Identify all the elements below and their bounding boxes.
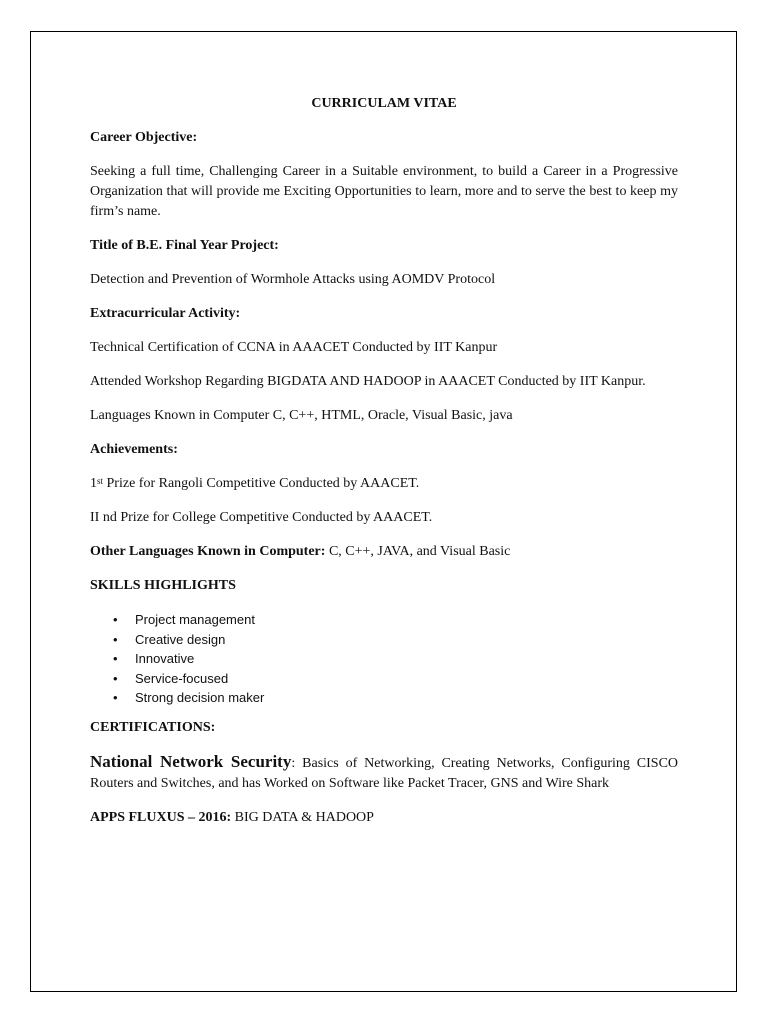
achievement-item-first — [90, 474, 678, 494]
skill-label: Project management — [135, 612, 255, 627]
achievement-item-second: II nd Prize for College Competitive Conducted by AAACET. — [90, 510, 433, 525]
bullet-icon: • — [113, 651, 118, 666]
list-item — [90, 688, 678, 708]
bullet-icon: • — [113, 612, 118, 627]
career-objective-heading: Career Objective: — [90, 130, 198, 145]
list-item — [90, 610, 678, 630]
skill-label: Service-focused — [135, 670, 229, 686]
extracurricular-heading: Extracurricular Activity: — [90, 306, 241, 321]
certification-nns-label: National Network Security — [90, 751, 292, 771]
skills-heading: SKILLS HIGHLIGHTS — [90, 578, 236, 593]
skill-label: Creative design — [135, 631, 226, 647]
list-item — [90, 649, 678, 669]
bullet-icon: • — [113, 690, 118, 705]
document-body — [90, 94, 678, 842]
other-languages-label: Other Languages Known in Computer: — [90, 544, 326, 559]
extracurricular-item: Technical Certification of CCNA in AAACET Conducted by IIT Kanpur — [90, 340, 498, 355]
skill-label: Innovative — [135, 651, 195, 666]
certification-nns-text: : Basics of Networking, Creating Networks, Configuring CISCO Routers and Switches, and has Worked on Software like Packet Tracer, GNS and Wire Shark — [90, 755, 679, 791]
bullet-icon: • — [113, 670, 118, 686]
other-languages-value: C, C++, JAVA, and Visual Basic — [325, 544, 511, 559]
other-languages-line — [90, 542, 678, 562]
document-title: CURRICULAM VITAE — [311, 96, 457, 111]
certification-apps-label: APPS FLUXUS – 2016: — [90, 809, 232, 825]
certification-apps — [90, 808, 678, 828]
achievement-first-number: 1 — [90, 476, 97, 491]
achievements-heading: Achievements: — [90, 442, 178, 457]
certification-apps-value: BIG DATA & HADOOP — [231, 809, 374, 825]
career-objective-text: Seeking a full time, Challenging Career in a Suitable environment, to build a Career in a Progressive Organization that will provide me Exciting Opportunities to learn, more and to serve the best to keep my firm’s name. — [90, 164, 678, 219]
certification-nns — [90, 752, 678, 794]
achievement-first-text: Prize for Rangoli Competitive Conducted by AAACET. — [103, 476, 420, 491]
skills-list — [90, 610, 678, 708]
bullet-icon: • — [113, 631, 118, 647]
list-item — [90, 669, 678, 689]
project-heading: Title of B.E. Final Year Project: — [90, 238, 279, 253]
certifications-heading: CERTIFICATIONS: — [90, 719, 216, 735]
extracurricular-item: Attended Workshop Regarding BIGDATA AND HADOOP in AAACET Conducted by IIT Kanpur. — [90, 374, 646, 389]
extracurricular-item: Languages Known in Computer C, C++, HTML, Oracle, Visual Basic, java — [90, 408, 513, 423]
list-item — [90, 630, 678, 650]
achievement-first-suffix: st — [97, 476, 104, 486]
project-text: Detection and Prevention of Wormhole Attacks using AOMDV Protocol — [90, 272, 496, 287]
skill-label: Strong decision maker — [135, 690, 265, 705]
